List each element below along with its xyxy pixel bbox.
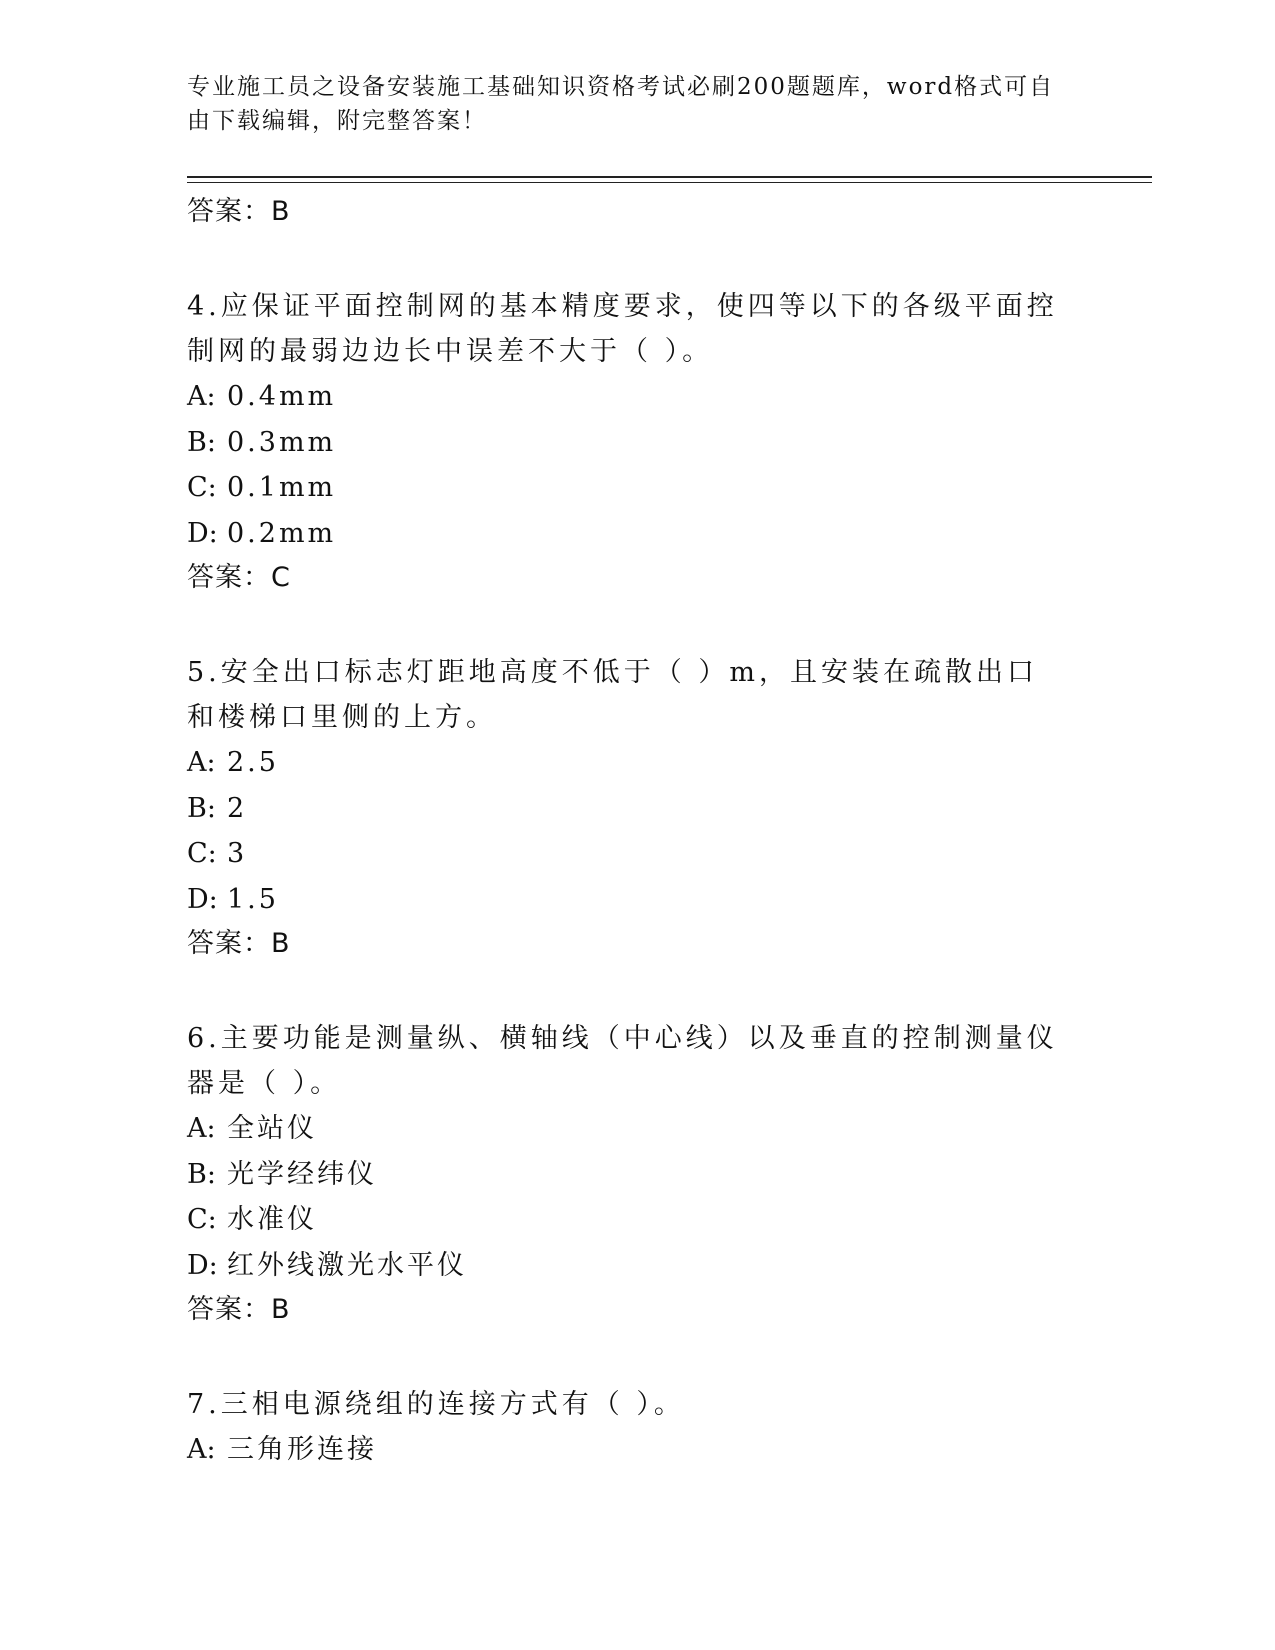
option-text: 2.5 — [227, 747, 279, 778]
question-stem: 7.三相电源绕组的连接方式有（ ）。 — [187, 1389, 685, 1420]
option-c — [187, 831, 1067, 877]
option-text: 1.5 — [227, 883, 279, 915]
option-d — [187, 511, 1067, 557]
option-a — [187, 1427, 1067, 1473]
option-letter: A: — [187, 747, 216, 778]
option-letter: A: — [187, 1434, 216, 1465]
option-d — [187, 1243, 1067, 1289]
option-letter: C: — [187, 838, 217, 869]
option-letter: A: — [187, 381, 216, 412]
option-letter: B: — [187, 792, 216, 824]
question-item — [187, 1016, 1067, 1338]
option-text: 全站仪 — [227, 1113, 317, 1144]
header-divider-thin — [187, 182, 1152, 183]
answer-line: 答案：B — [187, 1294, 291, 1325]
option-text: 2 — [227, 792, 248, 824]
question-item — [187, 284, 1067, 606]
option-text: 红外线激光水平仪 — [227, 1249, 467, 1281]
option-a — [187, 1106, 1067, 1152]
option-a — [187, 374, 1067, 420]
option-text: 0.1mm — [227, 472, 337, 503]
question-stem: 6.主要功能是测量纵、横轴线（中心线）以及垂直的控制测量仪器是（ ）。 — [187, 1023, 1058, 1099]
page-header-title: 专业施工员之设备安装施工基础知识资格考试必刷200题题库，word格式可自由下载编辑，附完整答案！ — [187, 74, 1055, 134]
option-b — [187, 1152, 1067, 1198]
option-a — [187, 740, 1067, 786]
option-b — [187, 786, 1067, 832]
question-stem: 4.应保证平面控制网的基本精度要求，使四等以下的各级平面控制网的最弱边边长中误差不大于（ ）。 — [187, 291, 1058, 367]
option-letter: B: — [187, 1158, 216, 1190]
option-c — [187, 465, 1067, 511]
option-c — [187, 1197, 1067, 1243]
option-letter: B: — [187, 426, 216, 458]
option-text: 0.3mm — [227, 426, 337, 458]
option-b — [187, 420, 1067, 466]
option-letter: C: — [187, 1204, 217, 1235]
option-text: 光学经纬仪 — [227, 1158, 377, 1190]
question-list — [187, 190, 1067, 1517]
option-text: 水准仪 — [227, 1204, 317, 1235]
option-text: 0.2mm — [227, 517, 337, 549]
option-letter: C: — [187, 472, 217, 503]
question-item — [187, 1382, 1067, 1473]
question-item — [187, 650, 1067, 972]
answer-line: 答案：B — [187, 928, 291, 959]
option-letter: D: — [187, 1249, 218, 1281]
option-letter: A: — [187, 1113, 216, 1144]
option-text: 三角形连接 — [227, 1434, 377, 1465]
answer-line: 答案：C — [187, 562, 291, 593]
option-text: 3 — [227, 838, 248, 869]
question-stem: 5.安全出口标志灯距地高度不低于（ ）m，且安装在疏散出口和楼梯口里侧的上方。 — [187, 657, 1038, 733]
option-d — [187, 877, 1067, 923]
answer-line: 答案：B — [187, 196, 291, 227]
option-text: 0.4mm — [227, 381, 337, 412]
option-letter: D: — [187, 883, 218, 915]
option-letter: D: — [187, 517, 218, 549]
header-divider-thick — [187, 176, 1152, 178]
